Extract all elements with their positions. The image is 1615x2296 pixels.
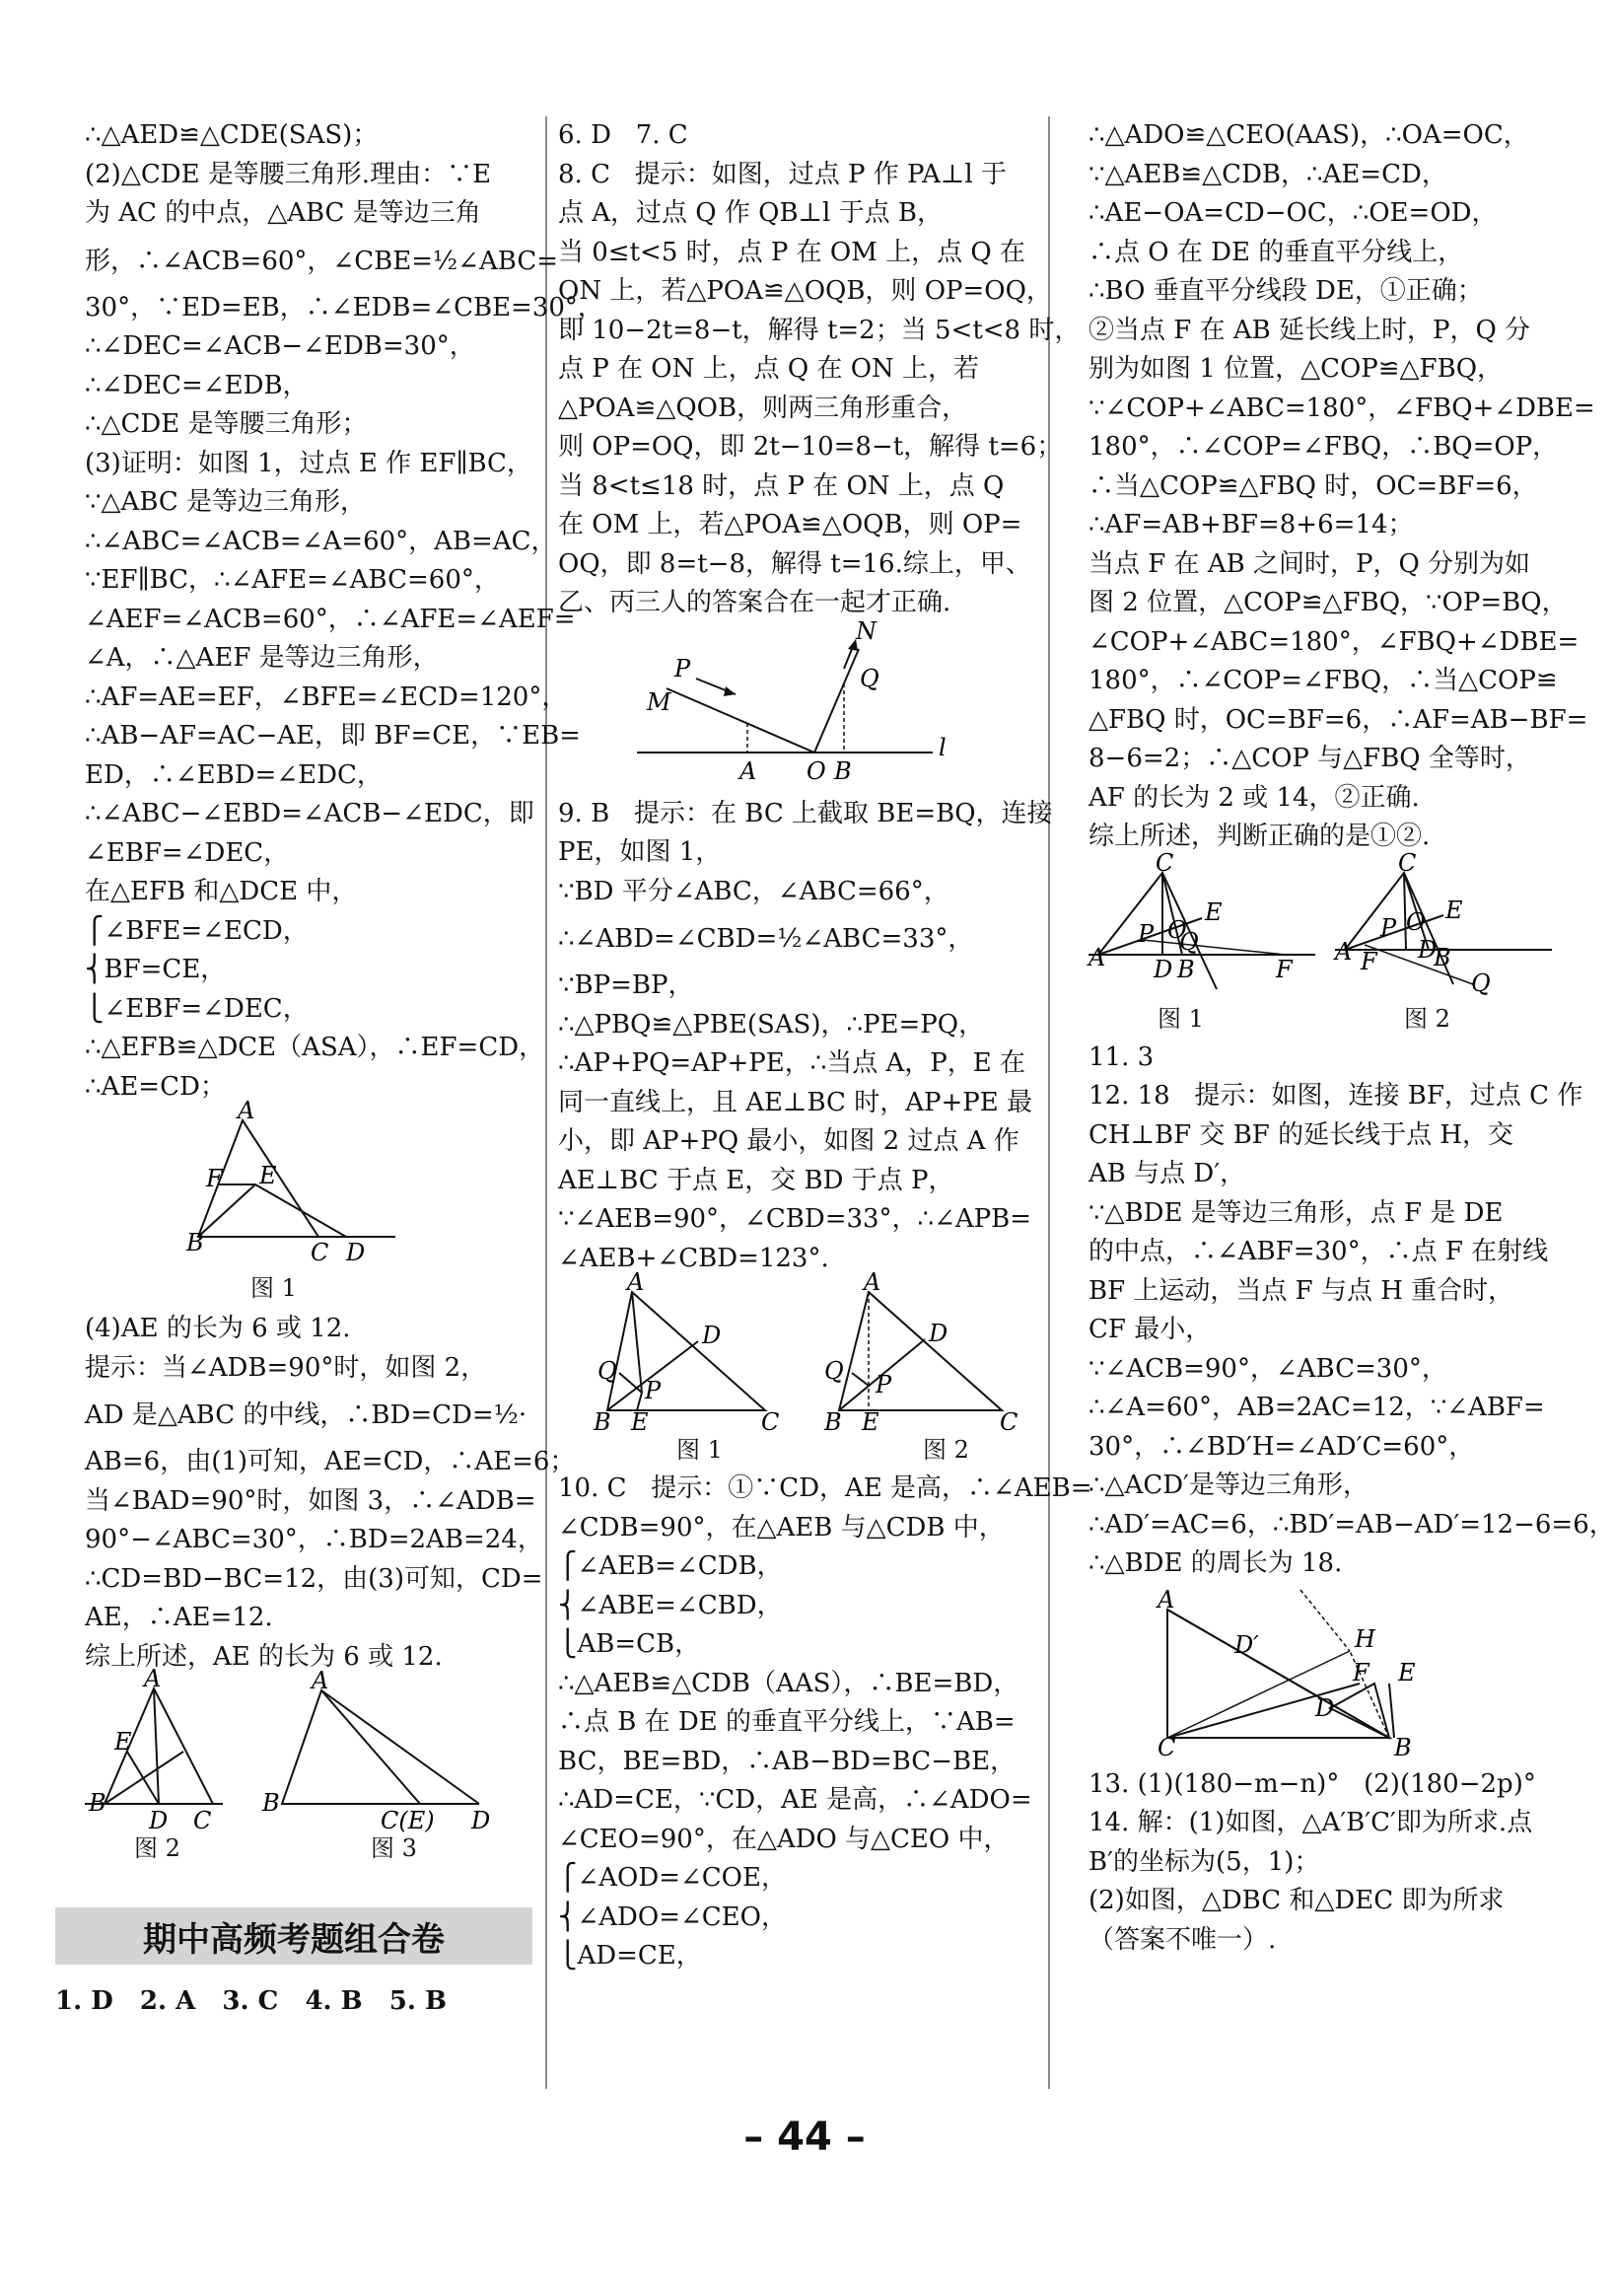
text-line: 在 OM 上，若△POA≌△OQB，则 OP=: [558, 510, 1022, 539]
svg-text:A: A: [144, 1665, 162, 1692]
svg-text:D: D: [1315, 1693, 1335, 1722]
text-line: (4)AE 的长为 6 或 12.: [85, 1314, 351, 1343]
text-line: 10. C 提示：①∵CD，AE 是高，∴∠AEB=: [558, 1473, 1092, 1503]
svg-text:D: D: [929, 1320, 948, 1347]
figure-q9-2-caption: 图 2: [923, 1436, 969, 1464]
svg-text:E: E: [1445, 896, 1463, 924]
text-line: 综上所述，判断正确的是①②.: [1088, 822, 1431, 851]
text-line: ∵EF∥BC，∴∠AFE=∠ABC=60°，: [85, 565, 500, 595]
figure-q10-2: [1335, 848, 1552, 999]
figures-q10-captions: [1088, 999, 1536, 1039]
svg-text:P: P: [1138, 919, 1155, 948]
text-line: ∴AF=AB+BF=8+6=14；: [1088, 510, 1414, 539]
column-1-text-b: [85, 1310, 576, 1677]
svg-text:B: B: [834, 756, 852, 785]
text-line: 11. 3: [1088, 1041, 1155, 1072]
text-line: 180°，∴∠COP=∠FBQ，∴BQ=OP，: [1088, 432, 1559, 462]
text-line: 6. D 7. C: [558, 120, 688, 150]
text-line: 则 OP=OQ，即 2t−10=8−t，解得 t=6；: [558, 432, 1063, 462]
svg-text:B: B: [1394, 1733, 1412, 1761]
svg-text:P: P: [1380, 913, 1397, 942]
figure-q12: [1158, 1585, 1453, 1761]
figure-q8: [637, 616, 1051, 787]
svg-text:Q: Q: [1179, 927, 1199, 956]
text-line: ∠CDB=90°，在△AEB 与△CDB 中，: [558, 1512, 1005, 1543]
svg-text:P: P: [674, 654, 691, 682]
svg-text:B: B: [594, 1408, 611, 1436]
text-line: 提示：当∠ADB=90°时，如图 2，: [85, 1352, 487, 1383]
text-line: CH⊥BF 交 BF 的延长线于点 H，交: [1088, 1119, 1514, 1150]
text-line: ∴点 B 在 DE 的垂直平分线上，∵AB=: [558, 1707, 1016, 1737]
column-3: [1088, 116, 1615, 1960]
text-line: ON 上，若△POA≌△OQB，则 OP=OQ，: [558, 276, 1052, 306]
text-line: ∴∠ABC=∠ACB=∠A=60°，AB=AC，: [85, 526, 557, 556]
text-line: 小，即 AP+PQ 最小，如图 2 过点 A 作: [558, 1126, 1019, 1156]
text-line: ∵∠COP+∠ABC=180°，∠FBQ+∠DBE=: [1088, 393, 1595, 423]
text-line: ∴CD=BD−BC=12，由(3)可知，CD=: [85, 1563, 543, 1594]
svg-text:B: B: [89, 1789, 106, 1817]
svg-text:M: M: [647, 687, 671, 716]
text-line: 的中点，∴∠ABF=30°，∴点 F 在射线: [1088, 1237, 1549, 1266]
text-line: 为 AC 的中点，△ABC 是等边三角: [85, 198, 481, 228]
text-line: △FBQ 时，OC=BF=6，∴AF=AB−BF=: [1088, 704, 1588, 735]
text-line: 综上所述，AE 的长为 6 或 12.: [85, 1641, 443, 1672]
svg-text:B: B: [262, 1789, 280, 1817]
svg-text:H: H: [1355, 1624, 1375, 1653]
svg-text:D: D: [471, 1807, 491, 1834]
figure-3-caption: 图 3: [371, 1834, 417, 1862]
svg-text:O: O: [1406, 907, 1426, 936]
figure-2-caption: 图 2: [134, 1834, 180, 1862]
text-line: ∠CEO=90°，在△ADO 与△CEO 中，: [558, 1824, 1010, 1854]
svg-text:D: D: [346, 1239, 366, 1266]
text-line: ∵△BDE 是等边三角形，点 F 是 DE: [1088, 1197, 1504, 1228]
svg-text:C: C: [311, 1239, 329, 1266]
text-line: ∠EBF=∠DEC，: [85, 837, 290, 868]
text-line: AB 与点 D′，: [1088, 1159, 1246, 1188]
svg-text:Q: Q: [1471, 969, 1491, 997]
page-number: – 44 –: [743, 2115, 866, 2160]
svg-text:A: A: [864, 1268, 881, 1296]
text-line: 8. C 提示：如图，过点 P 作 PA⊥l 于: [558, 159, 1007, 189]
column-3-text-c: [1088, 1765, 1536, 1961]
text-line: ∵△ABC 是等边三角形，: [85, 487, 367, 517]
figure-3-triangle: [262, 1667, 491, 1834]
figure-1-triangle: [186, 1097, 425, 1266]
svg-text:B: B: [1434, 943, 1451, 971]
text-line: ⎨∠ABE=∠CBD，: [558, 1590, 783, 1620]
text-line: ⎩∠EBF=∠DEC，: [85, 993, 309, 1024]
column-1: [55, 116, 603, 2022]
text-line: 点 P 在 ON 上，点 Q 在 ON 上，若: [558, 354, 980, 384]
text-line: ∴△ADO≌△CEO(AAS)，∴OA=OC，: [1088, 120, 1529, 150]
text-line: 30°，∴∠BD′H=∠AD′C=60°，: [1088, 1431, 1475, 1462]
figure-q10-1-caption: 图 1: [1158, 1004, 1204, 1033]
column-3-text-b: [1088, 1039, 1615, 1584]
text-line: 当∠BAD=90°时，如图 3，∴∠ADB=: [85, 1485, 536, 1516]
svg-text:D: D: [149, 1807, 169, 1834]
text-line: 别为如图 1 位置，△COP≌△FBQ，: [1088, 354, 1504, 384]
text-line: ⎧∠BFE=∠ECD，: [85, 915, 309, 946]
column-2: [558, 116, 1092, 1976]
svg-text:E: E: [862, 1408, 879, 1436]
text-line: ∴∠DEC=∠ACB−∠EDB=30°，: [85, 331, 475, 361]
text-line: ∴△PBQ≌△PBE(SAS)，∴PE=PQ，: [558, 1009, 985, 1040]
text-line: B′的坐标为(5，1)；: [1088, 1846, 1320, 1877]
svg-text:A: A: [1335, 937, 1353, 966]
text-line: ∠COP+∠ABC=180°，∠FBQ+∠DBE=: [1088, 626, 1580, 657]
figure-q10-1: [1088, 848, 1315, 999]
column-divider-right: [1048, 116, 1050, 2089]
figures-q9-captions: [558, 1430, 1037, 1470]
text-line: ∴△AED≌△CDE(SAS)；: [85, 120, 379, 150]
figure-q9-2: [814, 1268, 1021, 1436]
text-line: ∴AD=CE，∵CD，AE 是高，∴∠ADO=: [558, 1785, 1032, 1815]
svg-text:E: E: [631, 1408, 649, 1436]
svg-text:Q: Q: [597, 1357, 617, 1385]
text-line: ∴△AEB≌△CDB（AAS），∴BE=BD，: [558, 1668, 1019, 1698]
text-line: ∴△CDE 是等腰三角形；: [85, 409, 368, 439]
text-line: ∴BO 垂直平分线段 DE，①正确；: [1088, 276, 1483, 306]
svg-text:F: F: [1361, 947, 1377, 975]
text-line: 当 8<t≤18 时，点 P 在 ON 上，点 Q: [558, 470, 1005, 501]
column-3-text-a: [1088, 116, 1595, 857]
text-line: 图 2 位置，△COP≌△FBQ，∵OP=BQ，: [1088, 588, 1568, 617]
figures-2-3-captions: [85, 1829, 538, 1868]
text-line: 形，∴∠ACB=60°，∠CBE=½∠ABC=: [85, 246, 559, 276]
text-line: BC，BE=BD，∴AB−BD=BC−BE，: [558, 1746, 1017, 1776]
svg-text:N: N: [856, 616, 877, 645]
figure-q10-2-caption: 图 2: [1404, 1004, 1450, 1033]
svg-text:A: A: [1088, 943, 1106, 971]
svg-text:F: F: [1353, 1658, 1369, 1686]
text-line: ∠AEB+∠CBD=123°.: [558, 1243, 829, 1273]
text-line: 当点 F 在 AB 之间时，P，Q 分别为如: [1088, 548, 1531, 579]
text-line: 乙、丙三人的答案合在一起才正确.: [558, 588, 951, 617]
svg-text:C: C: [761, 1408, 780, 1436]
column-2-text-c: [558, 1470, 1092, 1976]
figure-q9-1-caption: 图 1: [676, 1436, 723, 1464]
svg-text:F: F: [1276, 955, 1293, 983]
text-line: 点 A，过点 Q 作 QB⊥l 于点 B，: [558, 198, 943, 228]
svg-text:C(E): C(E): [381, 1807, 435, 1834]
text-line: 8−6=2；∴△COP 与△FBQ 全等时，: [1088, 744, 1531, 773]
text-line: ⎧∠AOD=∠COE，: [558, 1863, 787, 1893]
figures-q10: [1088, 848, 1536, 999]
text-line: ED，∴∠EBD=∠EDC，: [85, 759, 383, 790]
svg-text:A: A: [1158, 1585, 1175, 1614]
text-line: 90°−∠ABC=30°，∴BD=2AB=24，: [85, 1525, 543, 1554]
text-line: ∵BD 平分∠ABC，∠ABC=66°，: [558, 876, 949, 906]
text-line: △POA≌△QOB，则两三角形重合，: [558, 393, 968, 423]
svg-text:B: B: [186, 1229, 204, 1256]
text-line: ∴AP+PQ=AP+PE，∴当点 A，P，E 在: [558, 1048, 1026, 1078]
text-line: ∴点 O 在 DE 的垂直平分线上，: [1088, 237, 1464, 267]
column-1-text-a: [85, 116, 603, 1107]
text-line: ∴∠A=60°，AB=2AC=12，∵∠ABF=: [1088, 1393, 1545, 1422]
text-line: 9. B 提示：在 BC 上截取 BE=BQ，连接: [558, 798, 1053, 828]
svg-text:C: C: [1000, 1408, 1018, 1436]
text-line: (3)证明：如图 1，过点 E 作 EF∥BC，: [85, 448, 532, 478]
svg-text:Q: Q: [824, 1357, 844, 1385]
text-line: ∴∠ABD=∠CBD=½∠ABC=33°，: [558, 924, 974, 954]
column-2-text-a: [558, 116, 1081, 623]
text-line: ∵△AEB≌△CDB，∴AE=CD，: [1088, 159, 1447, 189]
text-line: ⎩AD=CE，: [558, 1941, 702, 1971]
svg-text:O: O: [1167, 915, 1187, 944]
text-line: 12. 18 提示：如图，连接 BF，过点 C 作: [1088, 1081, 1583, 1111]
svg-text:D: D: [1418, 935, 1438, 964]
svg-text:A: A: [238, 1097, 255, 1124]
svg-text:F: F: [206, 1165, 223, 1192]
column-2-text-b: [558, 795, 1053, 1279]
svg-text:P: P: [645, 1377, 662, 1404]
svg-text:D: D: [1154, 955, 1173, 983]
text-line: （答案不唯一）.: [1088, 1924, 1277, 1955]
svg-text:A: A: [739, 756, 757, 785]
text-line: AE，∴AE=12.: [85, 1603, 273, 1632]
text-line: ∴AE−OA=CD−OC，∴OE=OD，: [1088, 198, 1498, 228]
text-line: ∵∠ACB=90°，∠ABC=30°，: [1088, 1353, 1447, 1384]
text-line: ∠AEF=∠ACB=60°，∴∠AFE=∠AEF=: [85, 604, 576, 634]
figure-1-caption: 图 1: [250, 1274, 297, 1302]
svg-text:E: E: [1205, 897, 1223, 926]
text-line: ∴当△COP≌△FBQ 时，OC=BF=6，: [1088, 470, 1538, 501]
text-line: ∴AB−AF=AC−AE，即 BF=CE，∵EB=: [85, 721, 581, 751]
text-line: AD 是△ABC 的中线，∴BD=CD=½·: [85, 1400, 527, 1430]
text-line: ∴△EFB≌△DCE（ASA），∴EF=CD，: [85, 1033, 545, 1062]
text-line: ∴∠DEC=∠EDB，: [85, 370, 309, 400]
text-line: 180°，∴∠COP=∠FBQ，∴当△COP≌: [1088, 666, 1558, 695]
text-line: CF 最小，: [1088, 1315, 1212, 1344]
figures-q9: [588, 1268, 1037, 1436]
figures-2-3: [85, 1665, 538, 1834]
text-line: ∵∠AEB=90°，∠CBD=33°，∴∠APB=: [558, 1204, 1032, 1234]
figure-q9-1: [588, 1268, 785, 1436]
svg-text:E: E: [114, 1728, 132, 1756]
text-line: (2)如图，△DBC 和△DEC 即为所求: [1088, 1886, 1505, 1915]
text-line: 即 10−2t=8−t，解得 t=2；当 5<t<8 时，: [558, 315, 1081, 345]
svg-text:P: P: [876, 1371, 892, 1399]
text-line: ⎨BF=CE，: [85, 955, 227, 984]
svg-text:l: l: [939, 733, 947, 761]
figure-2-triangle: [85, 1665, 223, 1834]
text-line: ⎧∠AEB=∠CDB，: [558, 1551, 783, 1581]
section-banner: 期中高频考题组合卷: [55, 1907, 532, 1965]
text-line: 当 0≤t<5 时，点 P 在 OM 上，点 Q 在: [558, 237, 1025, 267]
answers-1-5: 1. D 2. A 3. C 4. B 5. B: [55, 1986, 447, 2016]
text-line: ∵BP=BP，: [558, 970, 694, 1000]
text-line: BF 上运动，当点 F 与点 H 重合时，: [1088, 1275, 1514, 1306]
text-line: PE，如图 1，: [558, 837, 722, 867]
svg-text:B: B: [824, 1408, 842, 1436]
svg-text:D′: D′: [1234, 1630, 1259, 1659]
text-line: ∴△BDE 的周长为 18.: [1088, 1548, 1343, 1578]
text-line: AE⊥BC 于点 E，交 BD 于点 P，: [558, 1165, 954, 1195]
text-line: ②当点 F 在 AB 延长线上时，P，Q 分: [1088, 315, 1531, 345]
text-line: OQ，即 8=t−8，解得 t=16.综上，甲、: [558, 548, 1031, 579]
text-line: ∴AD′=AC=6，∴BD′=AB−AD′=12−6=6，: [1088, 1509, 1615, 1540]
text-line: 同一直线上，且 AE⊥BC 时，AP+PE 最: [558, 1087, 1033, 1117]
svg-text:C: C: [1158, 1733, 1176, 1761]
text-line: ∴∠ABC−∠EBD=∠ACB−∠EDC，即: [85, 799, 534, 828]
text-line: ⎨∠ADO=∠CEO，: [558, 1901, 787, 1932]
text-line: ⎩AB=CB，: [558, 1629, 701, 1659]
svg-text:C: C: [1156, 848, 1174, 877]
text-line: 14. 解：(1)如图，△A′B′C′即为所求.点: [1088, 1808, 1533, 1837]
svg-text:A: A: [627, 1268, 645, 1296]
text-line: AB=6，由(1)可知，AE=CD，∴AE=6；: [85, 1447, 576, 1476]
text-line: (2)△CDE 是等腰三角形.理由：∵E: [85, 159, 492, 189]
svg-text:B: B: [1177, 955, 1195, 983]
text-line: 30°，∵ED=EB，∴∠EDB=∠CBE=30°，: [85, 292, 603, 323]
svg-text:A: A: [312, 1667, 329, 1694]
svg-text:D: D: [702, 1322, 722, 1349]
column-divider-left: [545, 116, 547, 2089]
svg-text:C: C: [193, 1807, 212, 1834]
svg-text:E: E: [1398, 1658, 1416, 1686]
text-line: 13. (1)(180−m−n)° (2)(180−2p)°: [1088, 1768, 1536, 1799]
svg-text:E: E: [259, 1162, 277, 1189]
svg-text:C: C: [1398, 848, 1417, 877]
text-line: ∴AE=CD；: [85, 1071, 226, 1102]
text-line: ∠A，∴△AEF 是等边三角形，: [85, 643, 439, 673]
text-line: ∴△ACD′是等边三角形，: [1088, 1471, 1369, 1500]
text-line: ∴AF=AE=EF，∠BFE=∠ECD=120°，: [85, 682, 568, 712]
text-line: 在△EFB 和△DCE 中，: [85, 877, 358, 906]
svg-text:Q: Q: [860, 664, 879, 692]
svg-text:O: O: [807, 756, 826, 785]
text-line: AF 的长为 2 或 14，②正确.: [1088, 782, 1420, 813]
